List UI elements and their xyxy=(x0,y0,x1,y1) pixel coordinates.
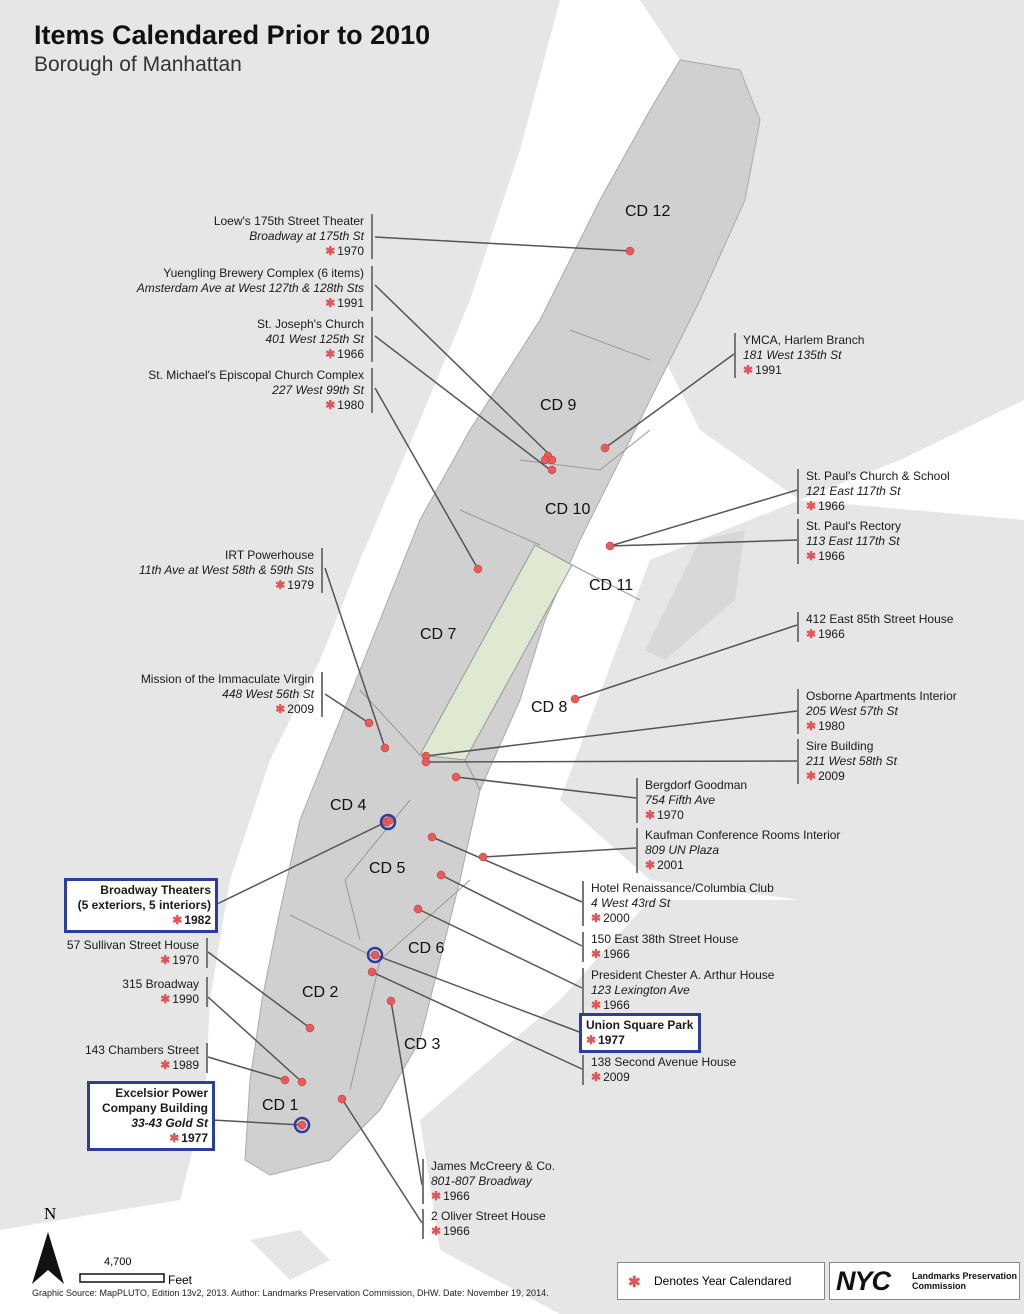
landmark-label-renaissance: Hotel Renaissance/Columbia Club 4 West 43rd St ✱ 2000 xyxy=(582,881,774,926)
landmark-label-chambers: 143 Chambers Street ✱ 1989 xyxy=(85,1043,208,1073)
map-subtitle: Borough of Manhattan xyxy=(34,53,242,76)
landmark-label-e85: 412 East 85th Street House ✱ 1966 xyxy=(797,612,953,642)
agency-name: Landmarks Preservation Commission xyxy=(912,1271,1018,1291)
district-label: CD 3 xyxy=(404,1036,441,1053)
landmark-label-arthur: President Chester A. Arthur House 123 Lexington Ave ✱ 1966 xyxy=(582,968,774,1013)
landmark-label-kaufman: Kaufman Conference Rooms Interior 809 UN Plaza ✱ 2001 xyxy=(636,828,840,873)
nyc-logo: NYC xyxy=(836,1266,891,1296)
district-label: CD 2 xyxy=(302,984,339,1001)
landmark-label-stpaul-rectory: St. Paul's Rectory 113 East 117th St ✱ 1966 xyxy=(797,519,901,564)
asterisk-icon: ✱ xyxy=(275,702,286,716)
asterisk-icon: ✱ xyxy=(275,578,286,592)
landmark-label-315-broadway: 315 Broadway ✱ 1990 xyxy=(122,977,208,1007)
asterisk-icon: ✱ xyxy=(169,1131,180,1145)
district-label: CD 12 xyxy=(625,203,671,220)
district-label: CD 10 xyxy=(545,501,591,518)
asterisk-icon: ✱ xyxy=(743,363,754,377)
landmark-label-osborne: Osborne Apartments Interior 205 West 57th St ✱ 1980 xyxy=(797,689,957,734)
asterisk-icon: ✱ xyxy=(645,808,656,822)
scale-unit: Feet xyxy=(168,1273,193,1287)
landmark-label-sullivan: 57 Sullivan Street House ✱ 1970 xyxy=(67,938,208,968)
asterisk-icon: ✱ xyxy=(325,347,336,361)
asterisk-icon: ✱ xyxy=(160,1058,171,1072)
district-label: CD 4 xyxy=(330,797,367,814)
asterisk-icon: ✱ xyxy=(325,398,336,412)
highlight-box-union-square: Union Square Park ✱ 1977 xyxy=(579,1013,701,1053)
district-label: CD 9 xyxy=(540,397,577,414)
legend-text: Denotes Year Calendared xyxy=(654,1274,792,1288)
landmark-label-e38: 150 East 38th Street House ✱ 1966 xyxy=(582,932,738,962)
asterisk-icon: ✱ xyxy=(591,947,602,961)
asterisk-icon: ✱ xyxy=(325,244,336,258)
district-label: CD 1 xyxy=(262,1097,299,1114)
asterisk-icon: ✱ xyxy=(325,296,336,310)
asterisk-icon: ✱ xyxy=(806,499,817,513)
asterisk-icon: ✱ xyxy=(628,1274,641,1291)
asterisk-icon: ✱ xyxy=(172,913,183,927)
north-arrow-icon xyxy=(32,1232,64,1284)
landmark-label-mccreery: James McCreery & Co. 801-807 Broadway ✱ 1966 xyxy=(422,1159,555,1204)
legend xyxy=(617,1262,825,1300)
asterisk-icon: ✱ xyxy=(160,992,171,1006)
asterisk-icon: ✱ xyxy=(806,719,817,733)
landmark-label-stjoseph: St. Joseph's Church 401 West 125th St ✱ 1966 xyxy=(257,317,373,362)
landmark-label-second-ave: 138 Second Avenue House ✱ 2009 xyxy=(582,1055,736,1085)
asterisk-icon: ✱ xyxy=(591,911,602,925)
asterisk-icon: ✱ xyxy=(160,953,171,967)
district-label: CD 8 xyxy=(531,699,568,716)
district-label: CD 11 xyxy=(589,577,634,594)
asterisk-icon: ✱ xyxy=(591,998,602,1012)
district-label: CD 7 xyxy=(420,626,457,643)
asterisk-icon: ✱ xyxy=(806,627,817,641)
asterisk-icon: ✱ xyxy=(591,1070,602,1084)
landmark-label-yuengling: Yuengling Brewery Complex (6 items) Amsterdam Ave at West 127th & 128th Sts ✱ 1991 xyxy=(137,266,373,311)
landmark-label-irt: IRT Powerhouse 11th Ave at West 58th & 59th Sts ✱ 1979 xyxy=(139,548,323,593)
brooklyn-land xyxy=(420,900,1024,1314)
asterisk-icon: ✱ xyxy=(431,1224,442,1238)
scale-value: 4,700 xyxy=(104,1256,132,1268)
governors-island xyxy=(250,1230,330,1280)
landmark-label-stmichael: St. Michael's Episcopal Church Complex 227 West 99th St ✱ 1980 xyxy=(148,368,373,413)
landmark-label-mission: Mission of the Immaculate Virgin 448 West 56th St ✱ 2009 xyxy=(141,672,323,717)
agency-logo xyxy=(829,1262,1020,1300)
highlight-box-broadway: Broadway Theaters (5 exteriors, 5 interiors) ✱ 1982 xyxy=(64,878,218,933)
source-note: Graphic Source: MapPLUTO, Edition 13v2, 2013. Author: Landmarks Preservation Commission, DHW. Date: November 19, 2014. xyxy=(32,1288,549,1298)
north-label: N xyxy=(44,1204,57,1223)
district-label: CD 6 xyxy=(408,940,445,957)
landmark-label-stpaul-school: St. Paul's Church & School 121 East 117th St ✱ 1966 xyxy=(797,469,950,514)
landmark-label-bergdorf: Bergdorf Goodman 754 Fifth Ave ✱ 1970 xyxy=(636,778,747,823)
asterisk-icon: ✱ xyxy=(806,549,817,563)
highlight-box-excelsior: Excelsior Power Company Building 33-43 Gold St ✱ 1977 xyxy=(87,1081,215,1151)
landmark-label-loews: Loew's 175th Street Theater Broadway at 175th St ✱ 1970 xyxy=(214,214,373,259)
landmark-label-sire: Sire Building 211 West 58th St ✱ 2009 xyxy=(797,739,897,784)
asterisk-icon: ✱ xyxy=(645,858,656,872)
asterisk-icon: ✱ xyxy=(806,769,817,783)
asterisk-icon: ✱ xyxy=(586,1033,597,1047)
landmark-label-oliver: 2 Oliver Street House ✱ 1966 xyxy=(422,1209,546,1239)
landmark-label-ymca: YMCA, Harlem Branch 181 West 135th St ✱ 1991 xyxy=(734,333,864,378)
map-title: Items Calendared Prior to 2010 xyxy=(34,20,431,50)
asterisk-icon: ✱ xyxy=(431,1189,442,1203)
scale-bar xyxy=(80,1274,164,1282)
district-label: CD 5 xyxy=(369,860,406,877)
